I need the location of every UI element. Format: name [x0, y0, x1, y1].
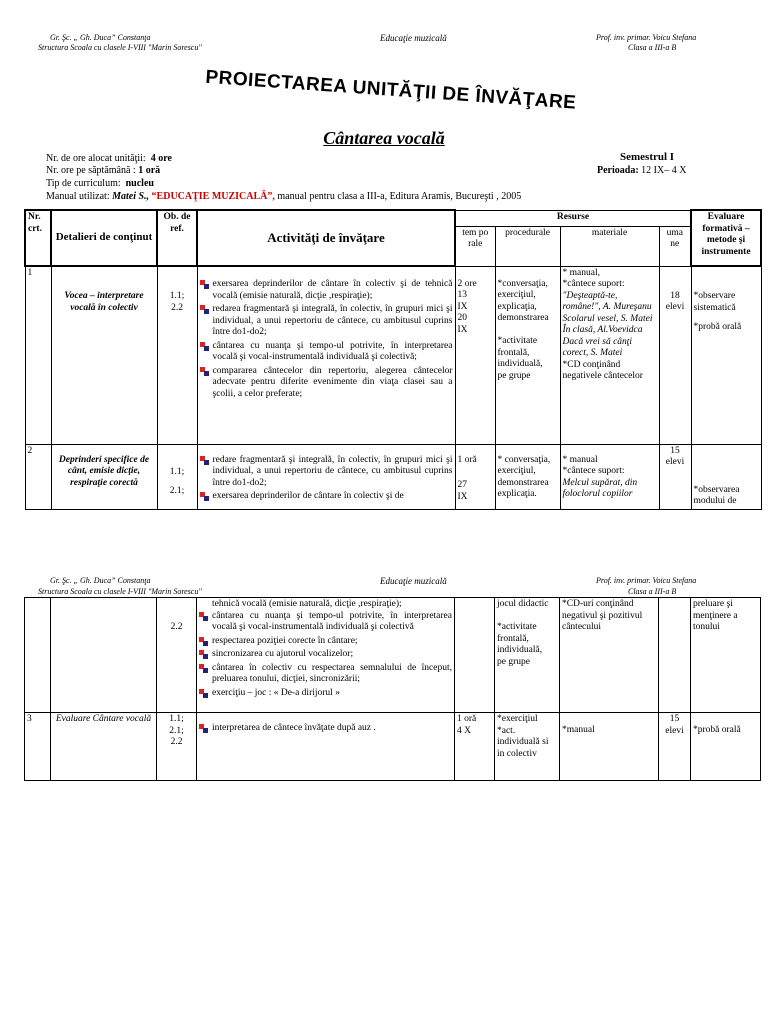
school-name: Gr. Şc. „ Gh. Duca” Constanţa: [50, 33, 151, 42]
row1-evaluation: *observare sistematică *probă orală: [691, 266, 761, 444]
row2-cont-materials: *CD-uri conţinând negativul şi pozitivul cântecului: [560, 598, 659, 713]
arrow-bullet-icon: [199, 650, 208, 659]
row2-human: 15 elevi: [659, 444, 691, 509]
manual-used: Manual utilizat: Matei S., “EDUCAŢIE MUZICALĂ”, manual pentru clasa a III-a, Editura Aramis, Bucureşti , 2005: [46, 191, 522, 202]
teacher-name: Prof. inv. primar. Voicu Stefana: [596, 33, 697, 42]
row1-human: 18 elevi: [659, 266, 691, 444]
row2-cont-procedural: jocul didactic *activitate frontală, individuală, pe grupe: [495, 598, 560, 713]
row1-temporal: 2 ore 13 IX 20 IX: [455, 266, 495, 444]
subject-name: Educaţie muzicală: [380, 33, 447, 43]
arrow-bullet-icon: [200, 492, 209, 501]
row2-cont-objectives: 2.2: [157, 598, 197, 713]
row3-temporal: 1 oră 4 X: [455, 713, 495, 781]
row3-materials: *manual: [560, 713, 659, 781]
arrow-bullet-icon: [199, 724, 208, 733]
list-item: cântarea în colectiv cu respectarea semnalului de început, preluarea tonului, dicţiei, sincronizării;: [199, 663, 452, 686]
row3-human: 15 elevi: [659, 713, 691, 781]
period: Perioada: 12 IX– 4 X: [597, 165, 687, 176]
arrow-bullet-icon: [200, 456, 209, 465]
header-activities: Activităţi de învăţare: [197, 210, 455, 266]
list-item: redare fragmentară şi integrală, în colectiv, în grupuri mici şi individual, a unui repertoriu de cântece, cu ambitusul cuprins între do1-do2;: [200, 455, 453, 490]
arrow-bullet-icon: [200, 305, 209, 314]
class-name-p2: Clasa a III-a B: [628, 587, 677, 596]
arrow-bullet-icon: [199, 612, 208, 621]
row2-content: Deprinderi specifice de cânt, emisie dicţie, respiraţie corectă: [51, 444, 157, 509]
list-item: exersarea deprinderilor de cântare în colectiv şi de tehnică vocală (emisie naturală, dicţie ,respiraţie);: [200, 279, 453, 302]
header-materials: materiale: [560, 226, 659, 266]
list-item: cântarea cu nuanţa şi tempo-ul potrivite, în interpretarea vocală şi vocal-instrumentală individuală şi colectivă;: [200, 341, 453, 364]
row2-cont-activities: tehnică vocală (emisie naturală, dicţie ,respiraţie); cântarea cu nuanţa şi tempo-ul potrivite, în interpretarea vocală şi vocal-instrumentală individuală şi colectivă respectarea poziţiei corecte în cântare; sincronizarea cu ajutorul vocalizelor; cântarea în colectiv cu respectarea semnalului de început, preluarea tonului, dicţiei, sincronizării; exerciţiu – joc : « De-a dirijorul »: [197, 598, 455, 713]
row2-evaluation: *observarea modului de: [691, 444, 761, 509]
learning-unit-table-continued: [24, 597, 761, 781]
teacher-name-p2: Prof. inv. primar. Voicu Stefana: [596, 576, 697, 585]
row1-procedural: *conversaţia, exerciţiul, explicaţia, demonstrarea *activitate frontală, individuală, pe grupe: [495, 266, 560, 444]
row3-nr: 3: [25, 713, 51, 781]
school-structure: Structura Scoala cu clasele I-VIII "Marin Sorescu": [38, 43, 202, 52]
school-structure-p2: Structura Scoala cu clasele I-VIII "Marin Sorescu": [38, 587, 202, 596]
row2-activities: [197, 444, 455, 509]
row2-temporal: 1 oră 27 IX: [455, 444, 495, 509]
header-evaluation: Evaluare formativă – metode şi instrumente: [691, 210, 761, 266]
header-temporal: tem po rale: [455, 226, 495, 266]
row2-cont-content: [51, 598, 157, 713]
row2-cont-evaluation: preluare şi menţinere a tonului: [691, 598, 761, 713]
arrow-bullet-icon: [199, 637, 208, 646]
header-resources: Resurse: [455, 210, 691, 226]
arrow-bullet-icon: [200, 342, 209, 351]
row2-nr: 2: [25, 444, 51, 509]
arrow-bullet-icon: [200, 367, 209, 376]
row2-procedural: * conversaţia, exerciţiul, demonstrarea explicaţia.: [495, 444, 560, 509]
subject-name-p2: Educaţie muzicală: [380, 576, 447, 586]
row2-objectives: 1.1; 2.1;: [157, 444, 197, 509]
list-item: compararea cântecelor din repertoriu, alegerea cântecelor adecvate pentru diferite evenimente din viaţa clasei sau a şcolii, a celor preferate;: [200, 366, 453, 401]
learning-unit-table: [24, 209, 762, 510]
list-item: exerciţiu – joc : « De-a dirijorul »: [199, 688, 452, 700]
row1-activities: [197, 266, 455, 444]
list-item: sincronizarea cu ajutorul vocalizelor;: [199, 649, 452, 661]
semester: Semestrul I: [620, 151, 675, 163]
row3-procedural: *exerciţiul *act. individuală si in colectiv: [495, 713, 560, 781]
hours-unit: Nr. de ore alocat unităţii: 4 ore: [46, 153, 172, 164]
row3-content: Evaluare Cântare vocală: [51, 713, 157, 781]
row1-content: Vocea – interpretare vocală în colectiv: [51, 266, 157, 444]
arrow-bullet-icon: [199, 664, 208, 673]
header-procedural: procedurale: [495, 226, 560, 266]
class-name: Clasa a III-a B: [628, 43, 677, 52]
row3-evaluation: *probă orală: [691, 713, 761, 781]
list-item: respectarea poziţiei corecte în cântare;: [199, 636, 452, 648]
row1-objectives: 1.1; 2.2: [157, 266, 197, 444]
curriculum-type: Tip de curriculum: nucleu: [46, 178, 154, 189]
header-human: uma ne: [659, 226, 691, 266]
list-item: exersarea deprinderilor de cântare în colectiv şi de: [200, 491, 453, 503]
row1-materials: * manual, *cântece suport: "Deşteaptă-te, române!", A. Mureşanu Scolarul vesel, S. Matei În clasă, Al.Voevidca Dacă vrei să cânţi corect, S. Matei *CD conţinând negativele cântecelor: [560, 266, 659, 444]
school-name-p2: Gr. Şc. „ Gh. Duca” Constanţa: [50, 576, 151, 585]
document-subtitle: Cântarea vocală: [323, 128, 445, 148]
list-item: redarea fragmentară şi integrală, în colectiv, în grupuri mici şi individual, a unui repertoriu de cântece, cu ambitusul cuprins între do1-do2;: [200, 304, 453, 339]
row3-activities: [197, 713, 455, 781]
row3-objectives: 1.1; 2.1; 2.2: [157, 713, 197, 781]
list-item: cântarea cu nuanţa şi tempo-ul potrivite, în interpretarea vocală şi vocal-instrumentală individuală şi colectivă: [199, 611, 452, 634]
arrow-bullet-icon: [199, 689, 208, 698]
header-content-details: Detalieri de conţinut: [51, 210, 157, 266]
row2-cont-human: [659, 598, 691, 713]
document-title: PROIECTAREA UNITĂŢII DE ÎNVĂŢARE: [204, 66, 578, 114]
header-objectives: Ob. de ref.: [157, 210, 197, 266]
row2-materials: * manual *cântece suport: Melcul supărat, din foloclorul copiilor: [560, 444, 659, 509]
row1-nr: 1: [25, 266, 51, 444]
hours-week: Nr. ore pe săptămână : 1 oră: [46, 165, 161, 176]
row2-cont-temporal: [455, 598, 495, 713]
arrow-bullet-icon: [200, 280, 209, 289]
header-nr: Nr. crt.: [25, 210, 51, 266]
row2-cont-nr: [25, 598, 51, 713]
list-item: interpretarea de cântece învăţate după auz .: [199, 723, 452, 735]
